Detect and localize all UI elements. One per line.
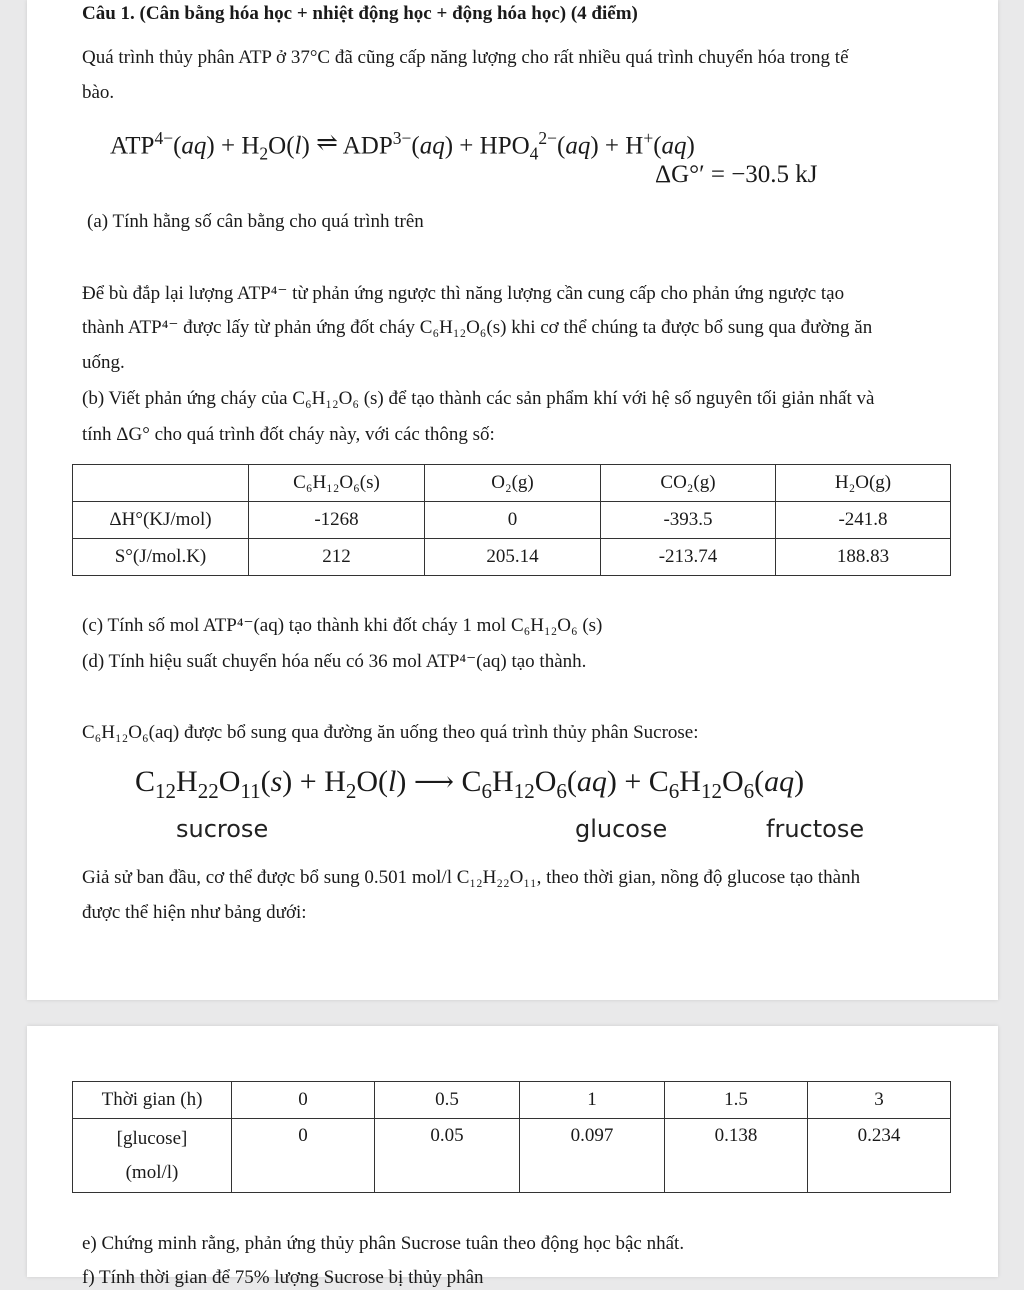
- thermo-header-row: [73, 465, 951, 502]
- table-cell: 212: [249, 539, 425, 576]
- table-row: [73, 502, 951, 539]
- header-cell-water: H₂O(g): [776, 465, 951, 502]
- table-cell: 0: [232, 1082, 375, 1119]
- table-row: [73, 539, 951, 576]
- thermo-data-table: [72, 464, 951, 576]
- sucrose-intro: C₆H₁₂O₆(aq) được bổ sung qua đường ăn uống theo quá trình thủy phân Sucrose:: [82, 722, 699, 743]
- table-cell: 1.5: [665, 1082, 808, 1119]
- part-f-cut-off: f) Tính thời gian để 75% lượng Sucrose bị thủy phân: [82, 1267, 484, 1288]
- table-cell: -1268: [249, 502, 425, 539]
- table-cell: -213.74: [601, 539, 776, 576]
- time-header-label: Thời gian (h): [73, 1082, 232, 1119]
- paragraph-line-3: uống.: [82, 352, 125, 373]
- glucose-row-label: [73, 1119, 232, 1193]
- kinetics-header-row: [73, 1082, 951, 1119]
- label-sucrose: sucrose: [176, 815, 269, 843]
- atp-hydrolysis-equation: $ATP^{4-}(aq) + H_2O(l)$ ⇌ $ADP^{3-}(aq) + HPO_4^{2-}(aq) + H^+(aq)$: [110, 128, 695, 164]
- table-cell: 3: [808, 1082, 951, 1119]
- glucose-row-label-line-1: [glucose]: [116, 1127, 188, 1149]
- header-cell-empty: [73, 465, 249, 502]
- part-b-line-1: (b) Viết phản ứng cháy của C₆H₁₂O₆ (s) để tạo thành các sản phẩm khí với hệ số nguyên tối giản nhất và: [82, 388, 875, 409]
- glucose-row-label-line-2: (mol/l): [125, 1161, 179, 1183]
- table-row: [73, 1119, 951, 1193]
- part-b-line-2: tính ΔG° cho quá trình đốt cháy này, với các thông số:: [82, 424, 495, 445]
- question-title: Câu 1. (Cân bằng hóa học + nhiệt động học + động hóa học) (4 điểm): [82, 3, 638, 24]
- assume-line-2: được thể hiện như bảng dưới:: [82, 902, 307, 923]
- delta-g-value: ΔG°′ = −30.5 kJ: [655, 161, 818, 188]
- part-e: e) Chứng minh rằng, phản ứng thủy phân Sucrose tuân theo động học bậc nhất.: [82, 1233, 685, 1254]
- table-cell: 0.097: [520, 1119, 665, 1193]
- part-c: (c) Tính số mol ATP⁴⁻(aq) tạo thành khi đốt cháy 1 mol C₆H₁₂O₆ (s): [82, 615, 603, 636]
- table-cell: 188.83: [776, 539, 951, 576]
- part-d: (d) Tính hiệu suất chuyển hóa nếu có 36 mol ATP⁴⁻(aq) tạo thành.: [82, 651, 587, 672]
- label-fructose: fructose: [766, 815, 865, 843]
- assume-line-1: Giả sử ban đầu, cơ thể được bổ sung 0.501 mol/l C₁₂H₂₂O₁₁, theo thời gian, nồng độ glucose tạo thành: [82, 867, 861, 888]
- row-label-entropy: S°(J/mol.K): [73, 539, 249, 576]
- paragraph-line-2: thành ATP⁴⁻ được lấy từ phản ứng đốt cháy C₆H₁₂O₆(s) khi cơ thể chúng ta được bổ sung qua đường ăn: [82, 317, 873, 338]
- part-a: (a) Tính hằng số cân bằng cho quá trình trên: [87, 211, 424, 232]
- table-cell: 0.234: [808, 1119, 951, 1193]
- table-cell: 0.05: [375, 1119, 520, 1193]
- label-glucose: glucose: [575, 815, 668, 843]
- table-cell: 1: [520, 1082, 665, 1119]
- header-cell-oxygen: O₂(g): [425, 465, 601, 502]
- header-cell-co2: CO₂(g): [601, 465, 776, 502]
- table-cell: 0.138: [665, 1119, 808, 1193]
- table-cell: 0: [425, 502, 601, 539]
- table-cell: -241.8: [776, 502, 951, 539]
- paragraph-line-1: Để bù đắp lại lượng ATP⁴⁻ từ phản ứng ngược thì năng lượng cần cung cấp cho phản ứng ngược tạo: [82, 283, 845, 304]
- header-cell-glucose: C₆H₁₂O₆(s): [249, 465, 425, 502]
- kinetics-data-table: [72, 1081, 951, 1193]
- intro-line-2: bào.: [82, 82, 115, 103]
- intro-line-1: Quá trình thủy phân ATP ở 37°C đã cũng cấp năng lượng cho rất nhiều quá trình chuyển hóa trong tế: [82, 47, 849, 68]
- table-cell: -393.5: [601, 502, 776, 539]
- table-cell: 0.5: [375, 1082, 520, 1119]
- row-label-enthalpy: ΔH°(KJ/mol): [73, 502, 249, 539]
- table-cell: 205.14: [425, 539, 601, 576]
- sucrose-hydrolysis-equation: $C_{12}H_{22}O_{11}(s) + H_2O(l)$ ⟶ $C_6H_{12}O_6(aq) + C_6H_{12}O_6(aq)$: [135, 765, 805, 803]
- table-cell: 0: [232, 1119, 375, 1193]
